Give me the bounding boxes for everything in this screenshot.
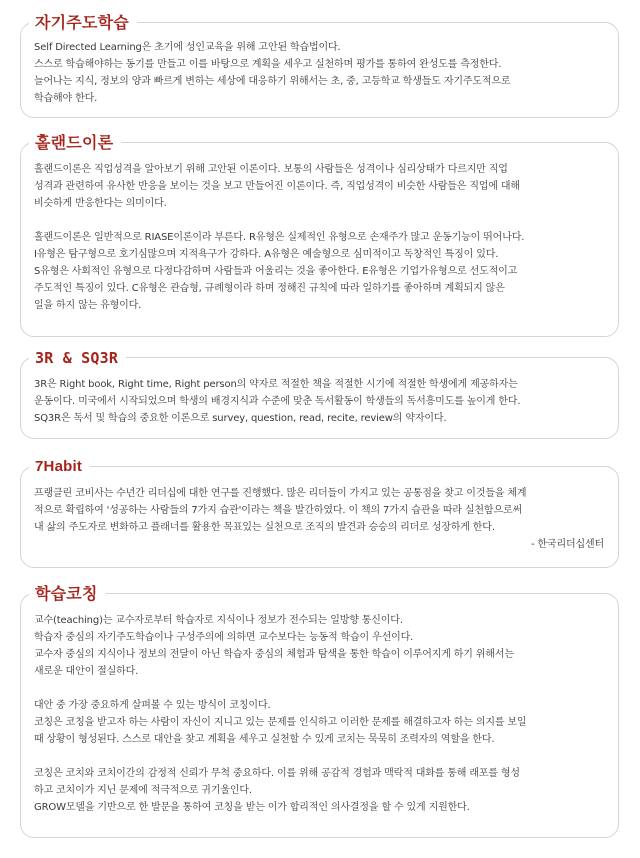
section-title: 7Habit <box>29 456 90 478</box>
paragraph-line: 홀랜드이론은 일반적으로 RIASE이론이라 부른다. R유형은 실제적인 유형으로 손재주가 많고 운동기능이 뛰어나다. <box>34 232 525 243</box>
paragraph-line: 늘어나는 지식, 정보의 양과 빠르게 변하는 세상에 대응하기 위해서는 초, 중, 고등학교 학생들도 자기주도적으로 <box>34 76 511 87</box>
section-body <box>34 39 608 107</box>
section-title: 자기주도학습 <box>29 12 137 34</box>
paragraph-line: 적으로 확립하여 '성공하는 사람들의 7가지 습관'이라는 책을 발간하였다. 이 책의 7가지 습관을 따라 실천함으로써 <box>34 505 522 516</box>
paragraph-line: 교수자 중심의 지식이나 정보의 전달이 아닌 학습자 중심의 체험과 탐색을 통한 학습이 이루어지게 하기 위해서는 <box>34 649 514 660</box>
paragraph-line: I유형은 탐구형으로 호기심많으며 지적욕구가 강하다. A유형은 예술형으로 심미적이고 독창적인 특징이 있다. <box>34 249 499 260</box>
section-title: 홀랜드이론 <box>29 132 121 154</box>
paragraph-line: 성격과 관련하여 유사한 반응을 보이는 것을 보고 만들어진 이론이다. 즉, 직업성격이 비슷한 사람들은 직업에 대해 <box>34 181 520 192</box>
paragraph-line: 비슷하게 반응한다는 의미이다. <box>34 198 167 209</box>
paragraph-line: 주도적인 특징이 있다. C유형은 관습형, 규례형이라 하며 정해진 규칙에 따라 일하기를 좋아하며 계획되지 않은 <box>34 283 505 294</box>
section-body <box>34 376 608 427</box>
paragraph-gap <box>34 680 608 697</box>
paragraph-line: 학습해야 한다. <box>34 93 98 104</box>
paragraph-line: Self Directed Learning은 초기에 성인교육을 위해 고안된 학습법이다. <box>34 42 341 53</box>
section-3r-sq3r <box>20 349 619 439</box>
paragraph-line: S유형은 사회적인 유형으로 다정다감하며 사람들과 어울리는 것을 좋아한다. E유형은 기업가유형으로 선도적이고 <box>34 266 518 277</box>
section-body <box>34 161 608 314</box>
paragraph-line: 하고 코치이가 지닌 문제에 적극적으로 귀기울인다. <box>34 785 252 796</box>
section-body <box>34 485 608 553</box>
paragraph-line: 코칭은 코치와 코치이간의 감정적 신뢰가 무척 중요하다. 이를 위해 공감적 경험과 맥락적 대화를 통해 래포를 형성 <box>34 768 520 779</box>
paragraph-line: 교수(teaching)는 교수자로부터 학습자로 지식이나 정보가 전수되는 일방향 통신이다. <box>34 615 403 626</box>
section-self-directed-learning <box>20 13 619 118</box>
section-title: 학습코칭 <box>29 583 106 605</box>
paragraph-line: 새로운 대안이 절실하다. <box>34 666 139 677</box>
paragraph-line: 내 삶의 주도자로 변화하고 플래너를 활용한 목표있는 실천으로 조직의 발견과 승승의 리더로 성장하게 한다. <box>34 522 495 533</box>
paragraph-line: 프랭클린 코비사는 수년간 리더십에 대한 연구를 진행했다. 많은 리더들이 가지고 있는 공통점을 찾고 이것들을 체계 <box>34 488 527 499</box>
paragraph-line: 스스로 학습해야하는 동기를 만들고 이를 바탕으로 계획을 세우고 실천하며 평가를 통하여 완성도를 측정한다. <box>34 59 502 70</box>
paragraph-line: GROW모델을 기반으로 한 발문을 통하여 코칭을 받는 이가 합리적인 의사결정을 할 수 있게 지원한다. <box>34 802 470 813</box>
paragraph-line: 때 상황이 형성된다. 스스로 대안을 찾고 계획을 세우고 실천할 수 있게 코치는 묵묵히 조력자의 역할을 한다. <box>34 734 495 745</box>
section-holland-theory <box>20 133 619 337</box>
paragraph-line: 홀랜드이론은 직업성격을 알아보기 위해 고안된 이론이다. 보통의 사람들은 성격이나 심리상태가 다르지만 직업 <box>34 164 508 175</box>
section-body <box>34 612 608 816</box>
paragraph-line: 3R은 Right book, Right time, Right person의 약자로 적절한 책을 적절한 시기에 적절한 학생에게 제공하자는 <box>34 379 518 390</box>
paragraph-line: 코칭은 코칭을 받고자 하는 사람이 자신이 지니고 있는 문제를 인식하고 이러한 문제를 해결하고자 하는 의지를 보일 <box>34 717 527 728</box>
paragraph-line: 대안 중 가장 중요하게 살펴볼 수 있는 방식이 코칭이다. <box>34 700 271 711</box>
source-attribution: - 한국리더십센터 <box>530 539 604 550</box>
section-learning-coaching <box>20 584 619 838</box>
paragraph-gap <box>34 212 608 229</box>
paragraph-gap <box>34 748 608 765</box>
paragraph-line: 일을 하지 않는 유형이다. <box>34 300 142 311</box>
paragraph-line: 운동이다. 미국에서 시작되었으며 학생의 배경지식과 수준에 맞춘 독서활동이 학생들의 독서흥미도를 높이게 한다. <box>34 396 521 407</box>
paragraph-line: SQ3R은 독서 및 학습의 중요한 이론으로 survey, question, read, recite, review의 약자이다. <box>34 413 447 424</box>
section-7habit <box>20 458 619 568</box>
section-title: 3R & SQ3R <box>29 347 126 369</box>
paragraph-line: 학습자 중심의 자기주도학습이나 구성주의에 의하면 교수보다는 능동적 학습이 우선이다. <box>34 632 414 643</box>
